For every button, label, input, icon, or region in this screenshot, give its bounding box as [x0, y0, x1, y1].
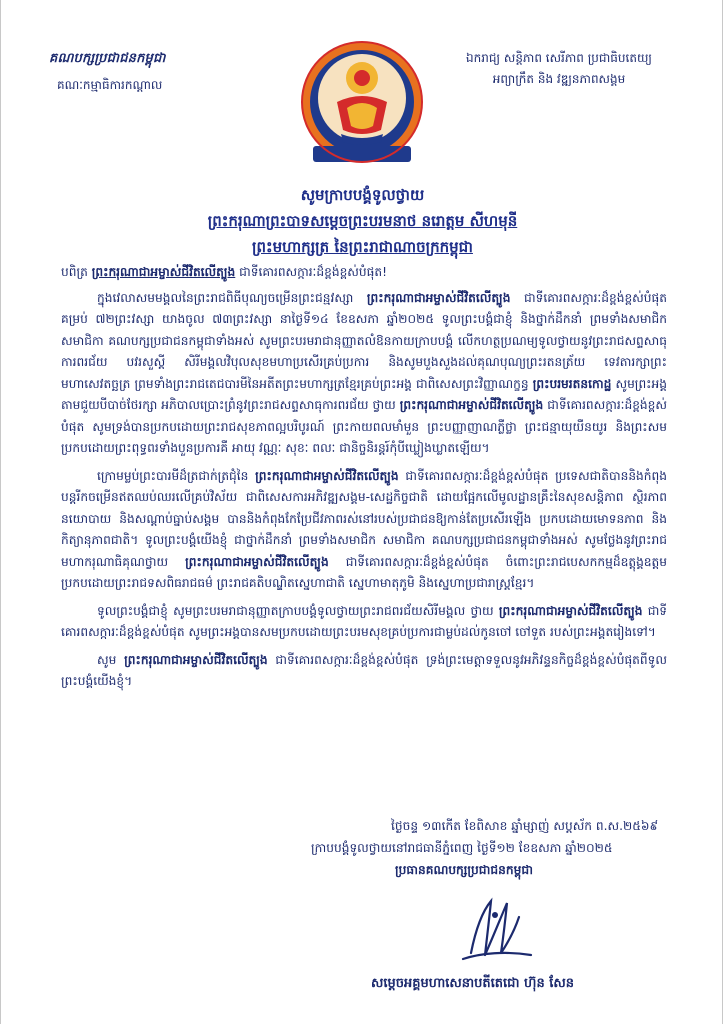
p4-text-c: ជាទីគោរពសក្ការៈដ៏ខ្ពង់ខ្ពស់បំផុត ទ្រង់ព្រះមេត្តាទទួលនូវអភិវន្ទនកិច្ចដ៏ខ្ពង់ខ្ពស់បំផុតពីទូលព្រះបង្គំយើងខ្ញុំ។ — [61, 652, 667, 688]
title-line-3: ព្រះមហាក្សត្រ នៃព្រះរាជាណាចក្រកម្ពុជា — [252, 238, 473, 256]
lunar-date: ថ្ងៃចន្ទ ១៣កើត ខែពិសាខ ឆ្នាំម្សាញ់ សប្តស័ក ព.ស.២៥៦៩ — [391, 819, 659, 833]
paragraph-4 — [61, 650, 667, 693]
signatory-name: សម្តេចអគ្គមហាសេនាបតីតេជោ ហ៊ុន សែន — [371, 976, 574, 991]
p1-bold-d: ព្រះបរមរតនកោដ្ឋ — [532, 376, 612, 391]
p1-text-a: ក្នុងវេលាសមមង្គលនៃព្រះរាជពិធីបុណ្យចម្រើនព្រះជន្មវស្សា — [97, 290, 354, 305]
party-logo-icon — [297, 38, 427, 174]
p4-text-a: សូម — [97, 652, 117, 667]
p1-bold-b: ព្រះករុណាជាអម្ចាស់ជីវិតលើត្បូង — [366, 290, 511, 305]
p2-text-e: ជាទីគោរពសក្ការៈដ៏ខ្ពង់ខ្ពស់បំផុត ចំពោះព្រះរាជបេសកកម្មដ៏ឧត្តុង្គឧត្តម ប្រកបដោយព្រះរាជទសពិធរាជធម៌ ព្រះរាជគតិបណ្ឌិតស្នេហាជាតិ ស្នេហាមាតុភូមិ និងស្នេហាប្រជារាស្ត្រខ្មែរ។ — [61, 554, 668, 590]
header-right-motto — [434, 48, 684, 90]
header-left — [49, 50, 249, 95]
p4-bold-b: ព្រះករុណាជាអម្ចាស់ជីវិតលើត្បូង — [124, 652, 268, 667]
p2-text-a: ក្រោមម្លប់ព្រះបារមីដ៏ត្រជាក់ត្រជុំនៃ — [97, 468, 249, 483]
p1-text-e: សូមព្រះអង្គតាមជួយបីបាច់ថែរក្សា អភិបាលប្រោះព្រំនូវព្រះរាជសព្ទសាធុការពរជ័យ ថ្វាយ — [61, 376, 668, 412]
p2-bold-d: ព្រះករុណាជាអម្ចាស់ជីវិតលើត្បូង — [185, 554, 329, 569]
p3-bold-b: ព្រះករុណាជាអម្ចាស់ជីវិតលើត្បូង — [498, 603, 643, 618]
p3-text-a: ទូលព្រះបង្គំជាខ្ញុំ សូមព្រះបរមរាជានុញ្ញាតក្រាបបង្គំទូលថ្វាយព្រះរាជពរជ័យសិរីមង្គល ថ្វាយ — [97, 603, 494, 618]
closing-block — [311, 815, 691, 881]
paragraph-3 — [61, 601, 667, 644]
letter-titles — [61, 182, 664, 260]
salutation-post: ជាទីគោរពសក្ការៈដ៏ខ្ពង់ខ្ពស់បំផុត! — [239, 265, 387, 279]
p3-text-c: ជាទីគោរពសក្ការៈដ៏ខ្ពង់ខ្ពស់បំផុត សូមព្រះអង្គបានសមប្រកបដោយព្រះបរមសុខគ្រប់ប្រការជាម្លប់ដល់កូនចៅ ចៅទួត របស់ព្រះអង្គតរៀងទៅ។ — [61, 603, 668, 639]
motto-line-1: ឯករាជ្យ សន្តិភាព សេរីភាព ប្រជាធិបតេយ្យ — [466, 51, 652, 65]
title-line-1: សូមក្រាបបង្គំទូលថ្វាយ — [300, 186, 425, 204]
salutation — [61, 262, 667, 284]
p1-text-c: ជាទីគោរពសក្ការៈដ៏ខ្ពង់ខ្ពស់បំផុត គម្រប់ ៧២ព្រះវស្សា យាងចូល ៧៣ព្រះវស្សា នាថ្ងៃទី១៤ ខែឧសភា ឆ្នាំ២០២៥ ទូលព្រះបង្គំជាខ្ញុំ និងថ្នាក់ដឹកនាំ ព្រមទាំងសមាជិក សមាជិកា គណបក្សប្រជាជនកម្ពុជាទាំងអស់ សូមព្រះបរមរាជានុញ្ញាតលំឱនកាយក្រាបបង្គំ លើកហត្ថប្រណម្យទូលថ្វាយនូវព្រះរាជសព្ទសាធុការពរជ័យ បវរសួស្តី សិរីមង្គលវិបុលសុខមហាប្រសើរគ្រប់ប្រការ និងសូមបួងសួងដល់គុណបុណ្យព្រះរតនត្រ័យ ទេវតារក្សាព្រះមហាសេវតច្ឆត្រ ព្រមទាំងព្រះរាជតេជបារមីនៃអតីតព្រះមហាក្សត្រខ្មែរគ្រប់ព្រះអង្គ ជាពិសេសព្រះវិញ្ញាណក្ខន្ធ — [61, 290, 667, 391]
title-line-2: ព្រះករុណាព្រះបាទសម្តេចព្រះបរមនាថ នរោត្តម សីហមុនី — [207, 212, 518, 230]
party-name: គណបក្សប្រជាជនកម្ពុជា — [49, 51, 166, 66]
motto-line-2: អព្យាក្រឹត និង វឌ្ឍនភាពសង្គម — [492, 72, 626, 86]
p2-text-c: ជាទីគោរពសក្ការៈដ៏ខ្ពង់ខ្ពស់បំផុត ប្រទេសជាតិបាននិងកំពុងបន្តរីកចម្រើនឥតឈប់ឈរលើគ្រប់វិស័យ ជាពិសេសការអភិវឌ្ឍសង្គម-សេដ្ឋកិច្ចជាតិ ដោយផ្អែកលើមូលដ្ឋានគ្រឹះនៃសុខសន្តិភាព ស្ថិរភាពនយោបាយ និងសណ្តាប់ធ្នាប់សង្គម បាននិងកំពុងកែប្រែជីវភាពរស់នៅរបស់ប្រជាជនឱ្យកាន់តែប្រសើរឡើង ប្រកបដោយមោទនភាព និងកិត្យានុភាពជាតិ។ ទូលព្រះបង្គំយើងខ្ញុំ ជាថ្នាក់ដឹកនាំ ព្រមទាំងសមាជិក សមាជិកា គណបក្សប្រជាជនកម្ពុជាទាំងអស់ សូមថ្លែងនូវព្រះរាជមហាករុណាធិគុណថ្វាយ — [61, 468, 668, 569]
committee-name: គណៈកម្មាធិការកណ្តាល — [57, 78, 163, 92]
letter-body — [61, 262, 667, 699]
p1-bold-f: ព្រះករុណាជាអម្ចាស់ជីវិតលើត្បូង — [399, 398, 544, 412]
paragraph-1 — [61, 288, 667, 460]
signatory-role: ប្រធានគណបក្សប្រជាជនកម្ពុជា — [395, 863, 533, 877]
salutation-king-title: ព្រះករុណាជាអម្ចាស់ជីវិតលើត្បូង — [91, 265, 236, 279]
p2-bold-b: ព្រះករុណាជាអម្ចាស់ជីវិតលើត្បូង — [255, 468, 399, 483]
p1-text-g: ជាទីគោរពសក្ការៈដ៏ខ្ពង់ខ្ពស់បំផុត សូមទ្រង់បានប្រកបដោយព្រះរាជសុខភាពល្អបរិបូរណ៍ ព្រះកាយពលមាំមួន ព្រះបញ្ញាញាណភ្លឺថ្លា ព្រះជន្មាយុយឺនយូរ និងព្រះសមប្រកបដោយព្រះពុទ្ធពរទាំងបួនប្រការគឺ អាយុ វណ្ណៈ សុខៈ ពលៈ ជានិច្ចនិរន្តរ៍កុំបីឃ្លៀងឃ្លាតឡើយ។ — [61, 398, 668, 455]
salutation-pre: បពិត្រ — [61, 265, 88, 279]
paragraph-2 — [61, 466, 667, 595]
signature-icon — [451, 893, 541, 965]
place-date: ក្រាបបង្គំទូលថ្វាយនៅរាជធានីភ្នំពេញ ថ្ងៃទី១២ ខែឧសភា ឆ្នាំ២០២៥ — [311, 841, 613, 855]
